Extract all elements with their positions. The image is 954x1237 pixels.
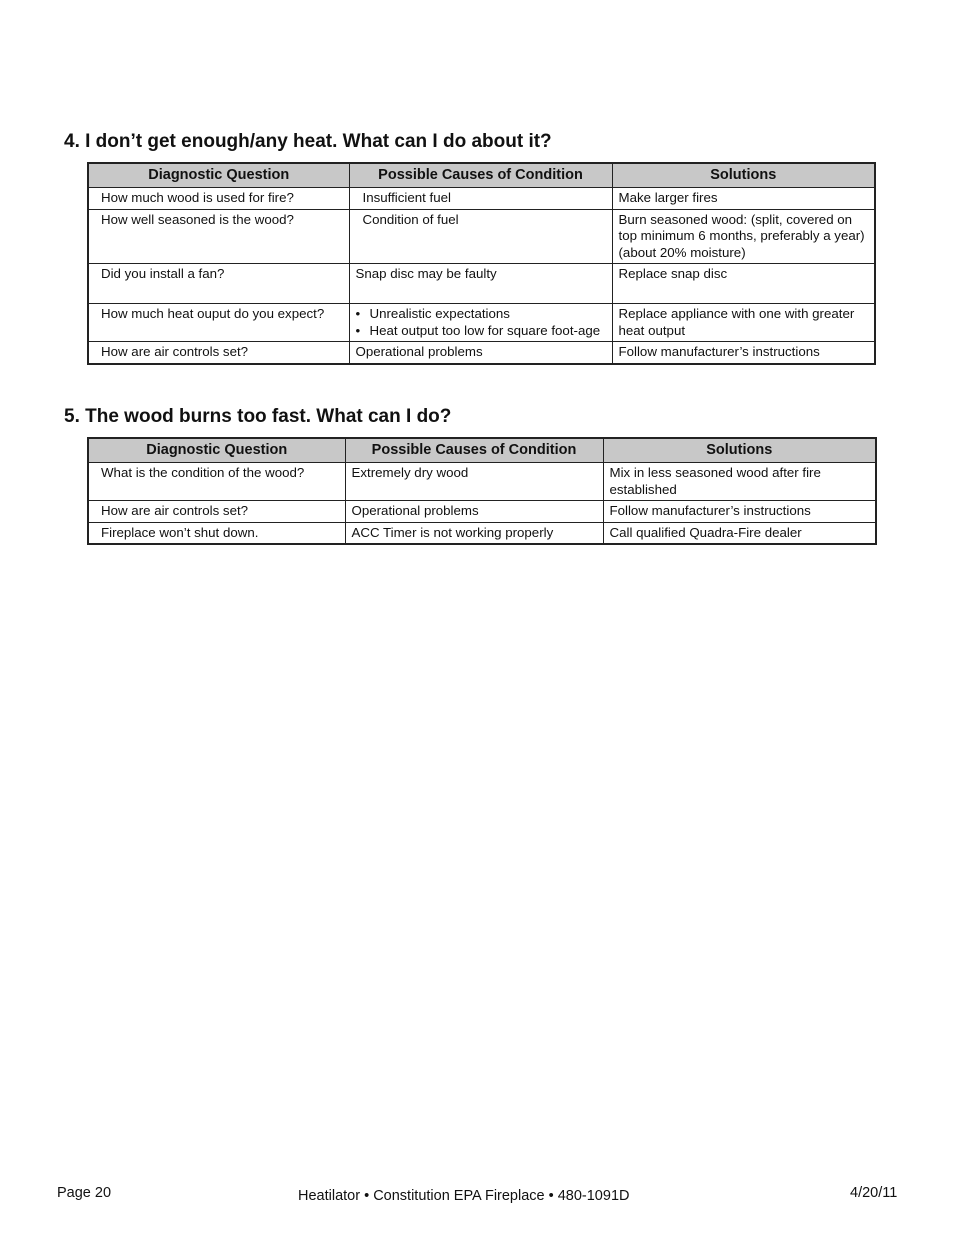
column-header: Solutions — [603, 438, 876, 463]
column-header: Diagnostic Question — [88, 163, 349, 188]
table-header-row — [88, 438, 876, 463]
solution: Burn seasoned wood: (split, covered on top minimum 6 months, preferably a year) (about 20% moisture) — [612, 209, 875, 264]
section-5-heading: 5. The wood burns too fast. What can I do? — [64, 406, 452, 427]
solution: Replace snap disc — [612, 264, 875, 304]
solution: Make larger fires — [612, 188, 875, 210]
table-row — [88, 501, 876, 523]
table-row — [88, 304, 875, 342]
diagnostic-question: Fireplace won’t shut down. — [88, 522, 345, 544]
solution: Follow manufacturer’s instructions — [603, 501, 876, 523]
diagnostic-question: How much wood is used for fire? — [88, 188, 349, 210]
document-title: Heatilator • Constitution EPA Fireplace • 480-1091D — [298, 1188, 630, 1204]
diagnostic-question: How are air controls set? — [88, 501, 345, 523]
diagnostic-question: What is the condition of the wood? — [88, 463, 345, 501]
table-row — [88, 463, 876, 501]
document-date: 4/20/11 — [850, 1185, 898, 1201]
section-4-heading: 4. I don’t get enough/any heat. What can I do about it? — [64, 131, 552, 152]
diagnostic-question: How well seasoned is the wood? — [88, 209, 349, 264]
cause-list — [356, 306, 607, 339]
possible-cause: ACC Timer is not working properly — [345, 522, 603, 544]
solution: Follow manufacturer’s instructions — [612, 342, 875, 364]
column-header: Possible Causes of Condition — [345, 438, 603, 463]
table-header-row — [88, 163, 875, 188]
cause-list-item: • Heat output too low for square foot-age — [356, 323, 607, 340]
solution: Mix in less seasoned wood after fire established — [603, 463, 876, 501]
diagnostic-question: How are air controls set? — [88, 342, 349, 364]
table-row — [88, 342, 875, 364]
column-header: Possible Causes of Condition — [349, 163, 612, 188]
solution: Replace appliance with one with greater heat output — [612, 304, 875, 342]
table-row — [88, 188, 875, 210]
possible-cause — [349, 304, 612, 342]
section-5-table — [87, 437, 877, 545]
diagnostic-question: How much heat ouput do you expect? — [88, 304, 349, 342]
solution: Call qualified Quadra-Fire dealer — [603, 522, 876, 544]
possible-cause: Extremely dry wood — [345, 463, 603, 501]
column-header: Solutions — [612, 163, 875, 188]
possible-cause: Condition of fuel — [349, 209, 612, 264]
possible-cause: Snap disc may be faulty — [349, 264, 612, 304]
section-4-table — [87, 162, 876, 365]
column-header: Diagnostic Question — [88, 438, 345, 463]
diagnostic-question: Did you install a fan? — [88, 264, 349, 304]
possible-cause: Operational problems — [345, 501, 603, 523]
possible-cause: Insufficient fuel — [349, 188, 612, 210]
table-row — [88, 522, 876, 544]
cause-list-item: • Unrealistic expectations — [356, 306, 607, 323]
table-row — [88, 209, 875, 264]
page-number: Page 20 — [57, 1185, 112, 1201]
table-row — [88, 264, 875, 304]
possible-cause: Operational problems — [349, 342, 612, 364]
